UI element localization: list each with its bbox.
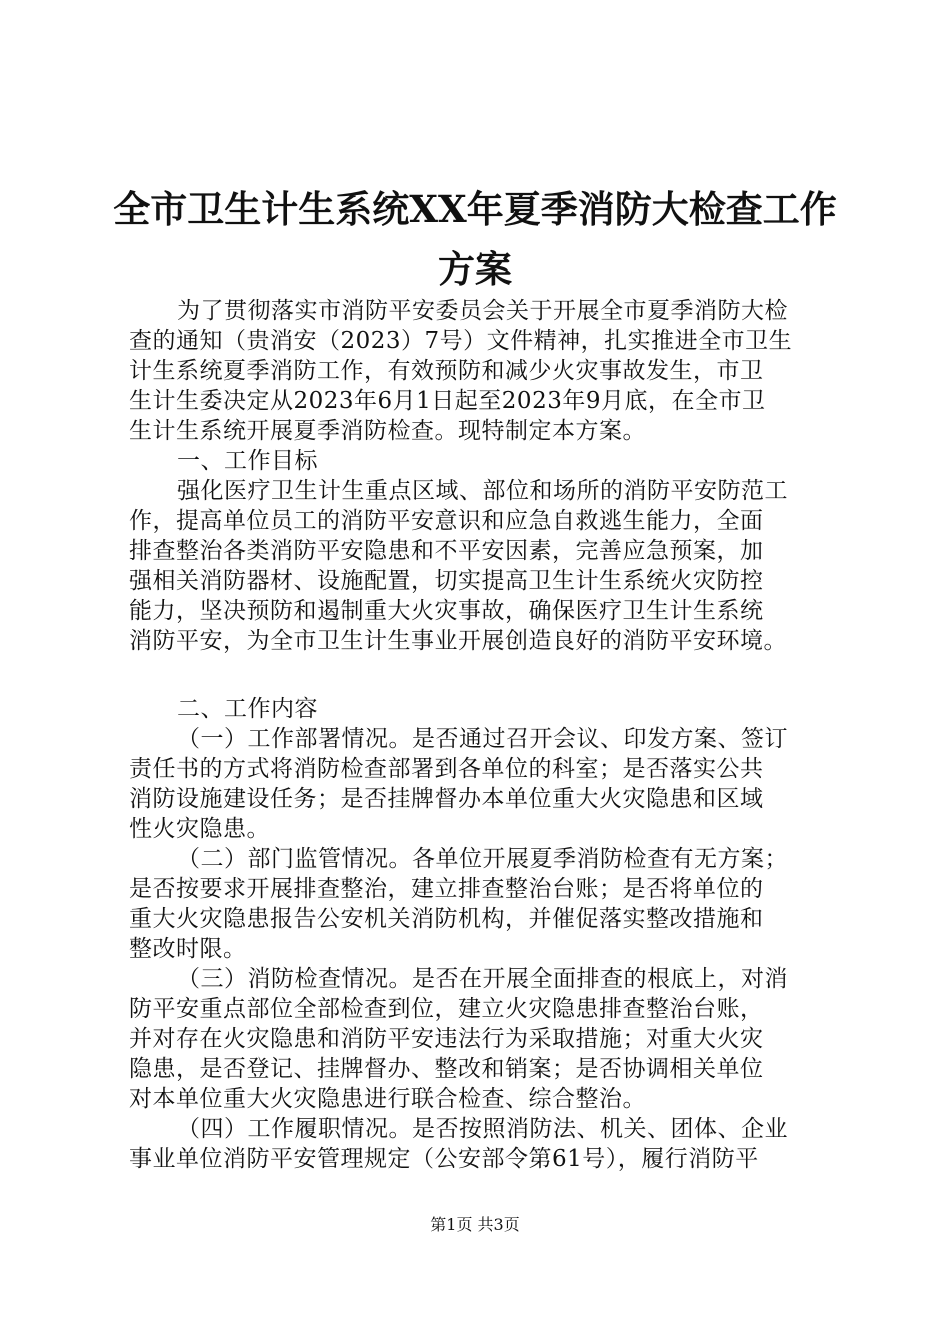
document-title-line-2: 方案 [438, 247, 512, 291]
paragraph-line: （二）部门监管情况。各单位开展夏季消防检查有无方案； [177, 846, 788, 872]
section-heading-goal: 一、工作目标 [177, 448, 318, 474]
paragraph-line: 整改时限。 [129, 936, 247, 962]
paragraph-line: 对本单位重大火灾隐患进行联合检查、综合整治。 [129, 1086, 646, 1112]
paragraph-line: 强化医疗卫生计生重点区域、部位和场所的消防平安防范工 [177, 478, 788, 504]
page-number-footer: 第1页 共3页 [430, 1215, 520, 1234]
paragraph-line: 能力，坚决预防和遏制重大火灾事故，确保医疗卫生计生系统 [129, 598, 764, 624]
paragraph-line: （四）工作履职情况。是否按照消防法、机关、团体、企业 [177, 1116, 788, 1142]
paragraph-line: 作，提高单位员工的消防平安意识和应急自救逃生能力，全面 [129, 508, 764, 534]
paragraph-line: 责任书的方式将消防检查部署到各单位的科室；是否落实公共 [129, 756, 764, 782]
paragraph-line: 事业单位消防平安管理规定（公安部令第61号），履行消防平 [129, 1146, 759, 1172]
paragraph-line: 计生系统夏季消防工作，有效预防和减少火灾事故发生，市卫 [129, 358, 764, 384]
section-heading-content: 二、工作内容 [177, 696, 318, 722]
paragraph-line: 排查整治各类消防平安隐患和不平安因素，完善应急预案，加 [129, 538, 764, 564]
paragraph-line: 生计生委决定从2023年6月1日起至2023年9月底，在全市卫 [129, 388, 766, 414]
paragraph-line: 防平安重点部位全部检查到位，建立火灾隐患排查整治台账， [129, 996, 764, 1022]
paragraph-line: 隐患，是否登记、挂牌督办、整改和销案；是否协调相关单位 [129, 1056, 764, 1082]
document-title-line-1: 全市卫生计生系统XX年夏季消防大检查工作 [113, 187, 837, 231]
paragraph-line: （一）工作部署情况。是否通过召开会议、印发方案、签订 [177, 726, 788, 752]
paragraph-line: 强相关消防器材、设施配置，切实提高卫生计生系统火灾防控 [129, 568, 764, 594]
paragraph-line: 消防平安，为全市卫生计生事业开展创造良好的消防平安环境。 [129, 628, 787, 654]
paragraph-line: 重大火灾隐患报告公安机关消防机构，并催促落实整改措施和 [129, 906, 764, 932]
paragraph-line: 为了贯彻落实市消防平安委员会关于开展全市夏季消防大检 [177, 298, 788, 324]
paragraph-line: 消防设施建设任务；是否挂牌督办本单位重大火灾隐患和区域 [129, 786, 764, 812]
paragraph-line: 查的通知（贵消安（2023）7号）文件精神，扎实推进全市卫生 [129, 328, 793, 354]
paragraph-line: 生计生系统开展夏季消防检查。现特制定本方案。 [129, 418, 646, 444]
paragraph-line: 性火灾隐患。 [129, 816, 270, 842]
paragraph-line: 并对存在火灾隐患和消防平安违法行为采取措施；对重大火灾 [129, 1026, 764, 1052]
paragraph-line: （三）消防检查情况。是否在开展全面排查的根底上，对消 [177, 966, 788, 992]
paragraph-line: 是否按要求开展排查整治，建立排查整治台账；是否将单位的 [129, 876, 764, 902]
